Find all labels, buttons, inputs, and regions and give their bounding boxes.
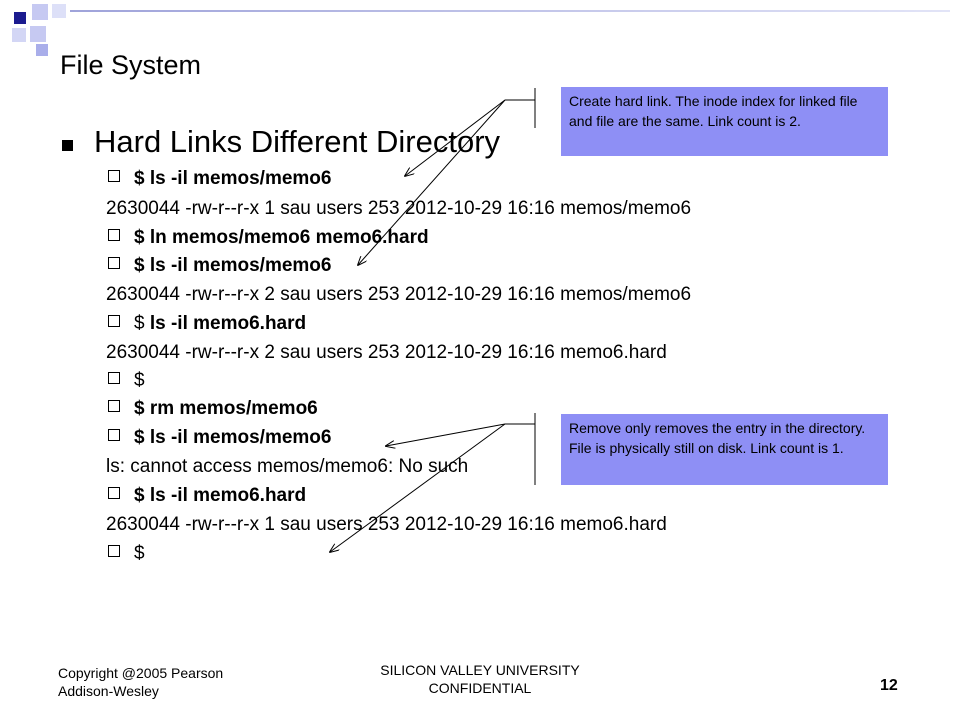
remove-callout: Remove only removes the entry in the directory. File is physically still on disk. Link count is 1.	[561, 414, 888, 485]
output-line: 2630044 -rw-r--r-x 2 sau users 253 2012-10-29 16:16 memo6.hard	[106, 342, 667, 363]
command-line: $	[108, 543, 145, 565]
output-line: 2630044 -rw-r--r-x 2 sau users 253 2012-10-29 16:16 memos/memo6	[106, 284, 692, 305]
output-line: ls: cannot access memos/memo6: No such	[106, 456, 469, 477]
page-title: File System	[60, 50, 202, 80]
command-line: $ ls -il memos/memo6	[108, 255, 331, 277]
footer-confidential: SILICON VALLEY UNIVERSITY CONFIDENTIAL	[380, 662, 580, 696]
command-line: $ ls -il memos/memo6	[108, 168, 331, 190]
command-line: $ ls -il memos/memo6	[108, 427, 331, 449]
command-line: $ ls -il memo6.hard	[108, 313, 306, 335]
command-line: $ ln memos/memo6 memo6.hard	[108, 227, 429, 249]
command-line: $ rm memos/memo6	[108, 398, 318, 420]
hard-link-callout: Create hard link. The inode index for linked file and file are the same. Link count is 2.	[561, 87, 888, 156]
arrow-line	[405, 100, 505, 176]
arrow-line	[358, 100, 505, 265]
arrow-line	[330, 424, 505, 552]
arrow-line	[386, 424, 505, 446]
footer-copyright: Copyright @2005 Pearson Addison-Wesley	[58, 665, 224, 699]
command-line: $ ls -il memo6.hard	[108, 485, 306, 507]
command-line: $	[108, 370, 145, 392]
output-line: 2630044 -rw-r--r-x 1 sau users 253 2012-10-29 16:16 memo6.hard	[106, 514, 667, 535]
main-bullet: Hard Links Different Directory	[94, 124, 501, 159]
output-line: 2630044 -rw-r--r-x 1 sau users 253 2012-10-29 16:16 memos/memo6	[106, 198, 692, 219]
page-number: 12	[880, 677, 898, 694]
